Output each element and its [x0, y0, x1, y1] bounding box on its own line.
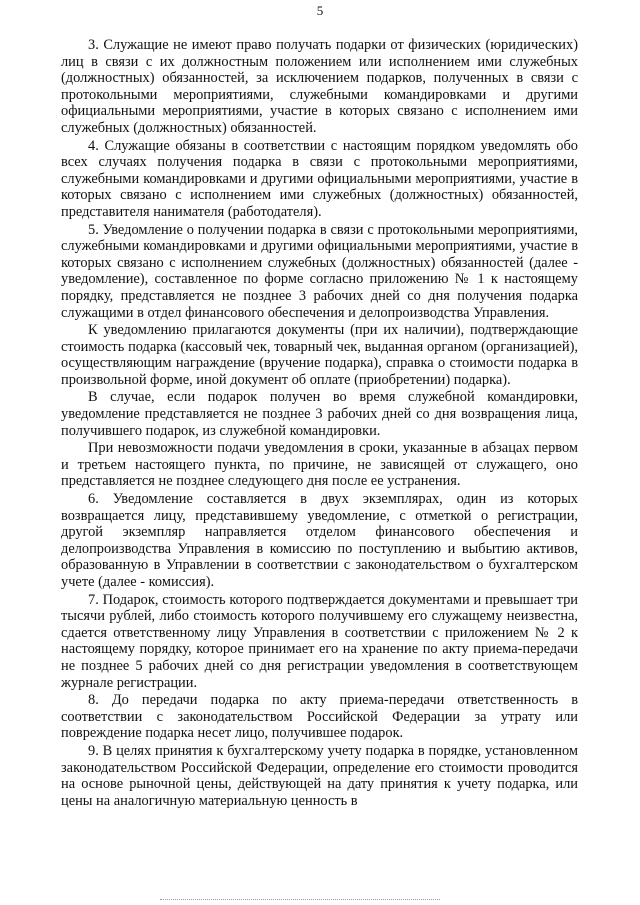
- paragraph-6: 6. Уведомление составляется в двух экземплярах, один из которых возвращается лицу, представившему уведомление, с отметкой о регистрации, другой экземпляр направляется отделом финансового обеспечения и делопроизводства Управления в комиссию по поступлению и выбытию активов, образованную в Управлении в соответствии с законодательством о бухгалтерском учете (далее - комиссия).: [61, 491, 578, 590]
- paragraph-5-impossibility: При невозможности подачи уведомления в сроки, указанные в абзацах первом и третьем настоящего пункта, по причине, не зависящей от служащего, оно представляется не позднее следующего дня после ее устранения.: [61, 440, 578, 490]
- paragraph-3: 3. Служащие не имеют право получать подарки от физических (юридических) лиц в связи с их должностным положением или исполнением ими служебных (должностных) обязанностей, за исключением подарков, полученных в связи с протокольными мероприятиями, служебными командировками и другими официальными мероприятиями, участие в которых связано с исполнением ими служебных (должностных) обязанностей.: [61, 37, 578, 136]
- paragraph-4: 4. Служащие обязаны в соответствии с настоящим порядком уведомлять обо всех случаях получения подарка в связи с протокольными мероприятиями, служебными командировками и другими официальными мероприятиями, участие в которых связано с исполнением ими служебных (должностных) обязанностей, представителя нанимателя (работодателя).: [61, 137, 578, 220]
- paragraph-5-attachments: К уведомлению прилагаются документы (при их наличии), подтверждающие стоимость подарка (кассовый чек, товарный чек, выданная органом (организацией), осуществляющим награждение (вручение подарка), справка о стоимости подарка в произвольной форме, иной документ об оплате (приобретении) подарка).: [61, 322, 578, 388]
- page-bottom-divider: [160, 899, 440, 900]
- paragraph-9: 9. В целях принятия к бухгалтерскому учету подарка в порядке, установленном законодательством Российской Федерации, определение его стоимости проводится на основе рыночной цены, действующей на дату принятия к учету подарка, или цены на аналогичную материальную ценность в: [61, 742, 578, 809]
- document-body: [61, 37, 578, 809]
- paragraph-5: 5. Уведомление о получении подарка в связи с протокольными мероприятиями, служебными командировками и другими официальными мероприятиями, участие в которых связано с исполнением служебных (должностных) обязанностей (далее - уведомление), составленное по форме согласно приложению № 1 к настоящему порядку, представляется не позднее 3 рабочих дней со дня получения подарка служащими в отдел финансового обеспечения и делопроизводства Управления.: [61, 221, 578, 321]
- paragraph-8: 8. До передачи подарка по акту приема-передачи ответственность в соответствии с законодательством Российской Федерации за утрату или повреждение подарка несет лицо, получившее подарок.: [61, 692, 578, 742]
- page-number: 5: [316, 3, 324, 18]
- paragraph-5-business-trip: В случае, если подарок получен во время служебной командировки, уведомление представляется не позднее 3 рабочих дней со дня возвращения лица, получившего подарок, из служебной командировки.: [61, 389, 578, 439]
- paragraph-7: 7. Подарок, стоимость которого подтверждается документами и превышает три тысячи рублей, либо стоимость которого получившему его служащему неизвестна, сдается ответственному лицу Управления в соответствии с приложением № 2 к настоящему порядку, которое принимает его на хранение по акту приема-передачи не позднее 5 рабочих дней со дня регистрации уведомления в соответствующем журнале регистрации.: [61, 591, 578, 691]
